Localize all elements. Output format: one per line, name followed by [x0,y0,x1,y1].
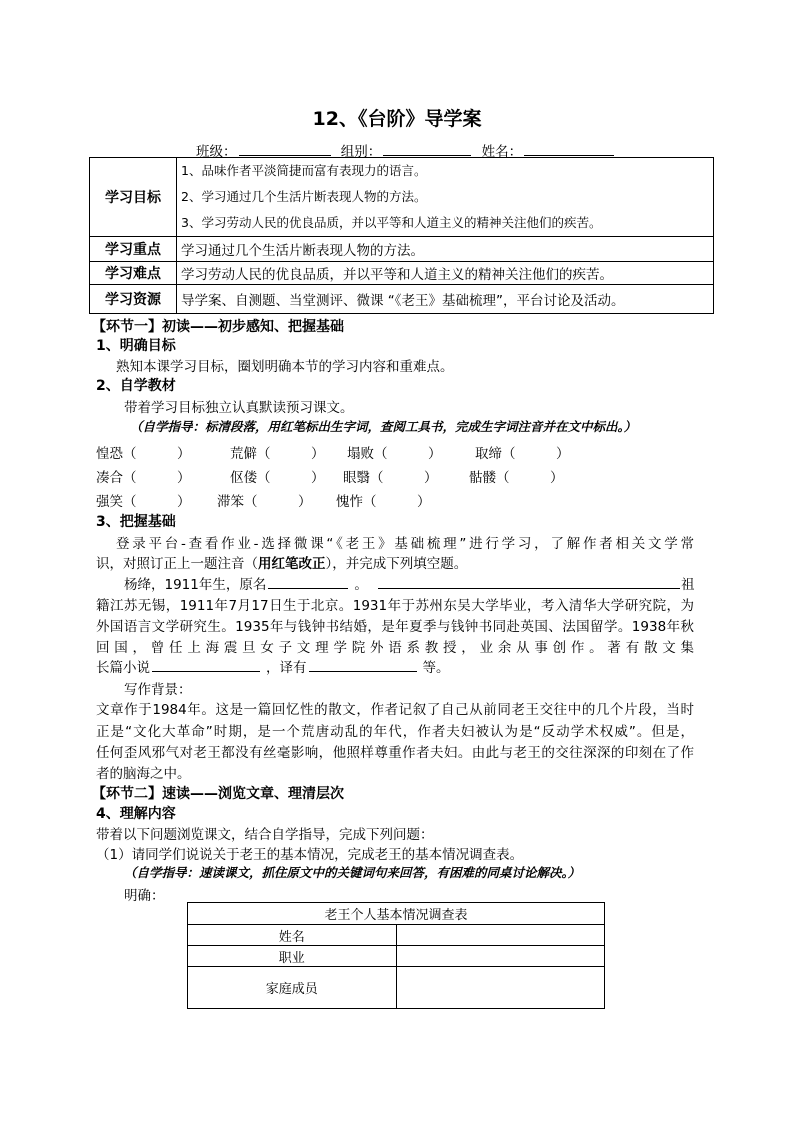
section1-heading: 【环节一】初读——初步感知、把握基础 [92,319,344,335]
survey-row-label: 家庭成员 [188,967,397,1009]
background-line: 者的脑海之中。 [96,766,191,782]
background-line: 任何歪风邪气对老王都没有丝毫影响，他照样尊重作者夫妇。由此与老王的交往深深的印刻在了作 [96,745,694,761]
word-item: 取缔（ ） [475,446,570,462]
learning-goals-table [89,157,714,314]
survey-answer-cell[interactable] [396,946,605,967]
author-text: 等。 [422,660,450,676]
item3-text: ），并完成下列填空题。 [325,556,468,572]
survey-answer-cell[interactable] [396,925,605,946]
word-item: 惶恐（ ） [96,446,191,462]
difficulty-row-label: 学习难点 [90,262,177,285]
class-label: 班级： [196,144,237,160]
fill-blank[interactable] [309,657,417,672]
word-item: 塌败（ ） [347,446,442,462]
goal-row-content [177,158,714,237]
goal-line: 1、品味作者平淡简捷而富有表现力的语言。 [181,163,427,178]
section2-heading: 【环节二】速读——浏览文章、理清层次 [92,786,344,802]
goal-line: 3、学习劳动人民的优良品质，并以平等和人道主义的精神关注他们的疾苦。 [181,215,602,230]
item1-title: 1、明确目标 [96,338,176,354]
author-line: 回国，曾任上海震旦女子文理学院外语系教授，业余从事创作。著有散文集 [96,640,694,656]
word-item: 强笑（ ） [96,494,191,510]
word-item: 伛偻（ ） [230,470,325,486]
author-line: 籍江苏无锡，1911年7月17日生于北京。1931年于苏州东吴大学毕业，考入清华大学研究院，为 [96,598,694,614]
resources-row [90,285,714,314]
fill-blank[interactable] [152,657,260,672]
resources-row-content: 导学案、自测题、当堂测评、微课 “《老王》基础梳理”，平台讨论及活动。 [177,285,714,314]
item3-title: 3、把握基础 [96,514,176,530]
focus-row-label: 学习重点 [90,237,177,262]
survey-table [187,902,605,1009]
survey-row [188,946,605,967]
author-line [124,573,686,593]
author-text: 杨绛，1911年生，原名 [124,577,267,593]
survey-row-label: 姓名 [188,925,397,946]
survey-row [188,925,605,946]
item3-emphasis: 用红笔改正 [258,556,326,572]
author-text: 长篇小说 [96,660,150,676]
difficulty-row [90,262,714,285]
author-text: 祖 [681,577,695,593]
difficulty-row-content: 学习劳动人民的优良品质，并以平等和人道主义的精神关注他们的疾苦。 [177,262,714,285]
fill-blank[interactable] [378,574,680,589]
author-text: 。 [354,577,368,593]
item2-hint: （自学指导：标清段落，用红笔标出生字词，查阅工具书，完成生字词注音并在文中标出。） [130,419,637,434]
item1-text: 熟知本课学习目标，圈划明确本节的学习内容和重难点。 [116,359,454,375]
author-line: 外国语言文学研究生。1935年与钱钟书结婚，是年夏季与钱钟书同赴英国、法国留学。1938年秋 [96,619,694,635]
survey-title-row [188,903,605,925]
item2-text: 带着学习目标独立认真默读预习课文。 [124,400,354,416]
word-item: 凑合（ ） [96,470,191,486]
goal-row-label: 学习目标 [90,158,177,237]
item4-title: 4、理解内容 [96,806,176,822]
name-blank[interactable] [524,141,614,156]
page-title: 12、《台阶》导学案 [312,108,482,130]
focus-row-content: 学习通过几个生活片断表现人物的方法。 [177,237,714,262]
group-label: 组别： [340,144,382,160]
item3-text: 识，对照订正上一题注音（ [96,556,258,572]
word-item: 荒僻（ ） [230,446,325,462]
survey-row [188,967,605,1009]
word-item: 眼翳（ ） [343,470,438,486]
survey-answer-cell[interactable] [396,967,605,1009]
goal-line: 2、学习通过几个生活片断表现人物的方法。 [181,189,427,204]
fill-blank[interactable] [268,574,348,589]
word-item: 骷髅（ ） [469,470,564,486]
background-line: 正是“文化大革命”时期，是一个荒唐动乱的年代，作者夫妇被认为是“反动学术权威”。但是， [96,724,694,740]
survey-row-label: 职业 [188,946,397,967]
author-line [96,656,450,676]
background-title: 写作背景： [124,682,192,698]
resources-row-label: 学习资源 [90,285,177,314]
item2-title: 2、自学教材 [96,378,176,394]
author-text: ，译有 [266,660,307,676]
class-blank[interactable] [239,141,331,156]
goal-row [90,158,714,237]
survey-title: 老王个人基本情况调查表 [188,903,605,925]
question-1-hint: （自学指导：速读课文，抓住原文中的关键词句来回答，有困难的同桌讨论解决。） [124,865,581,880]
item4-text: 带着以下问题浏览课文，结合自学指导，完成下列问题： [96,827,434,843]
group-blank[interactable] [383,141,471,156]
name-label: 姓名： [481,144,523,160]
background-line: 文章作于1984年。这是一篇回忆性的散文，作者记叙了自己从前同老王交往中的几个片段，当时 [96,702,694,718]
item3-line [96,552,467,572]
word-item: 滞笨（ ） [217,494,312,510]
word-item: 愧怍（ ） [336,494,431,510]
item3-line: 登录平台-查看作业-选择微课“《老王》基础梳理”进行学习，了解作者相关文学常 [116,536,694,552]
focus-row [90,237,714,262]
answer-label: 明确： [124,888,165,904]
question-1: （1）请同学们说说关于老王的基本情况，完成老王的基本情况调查表。 [96,847,524,863]
